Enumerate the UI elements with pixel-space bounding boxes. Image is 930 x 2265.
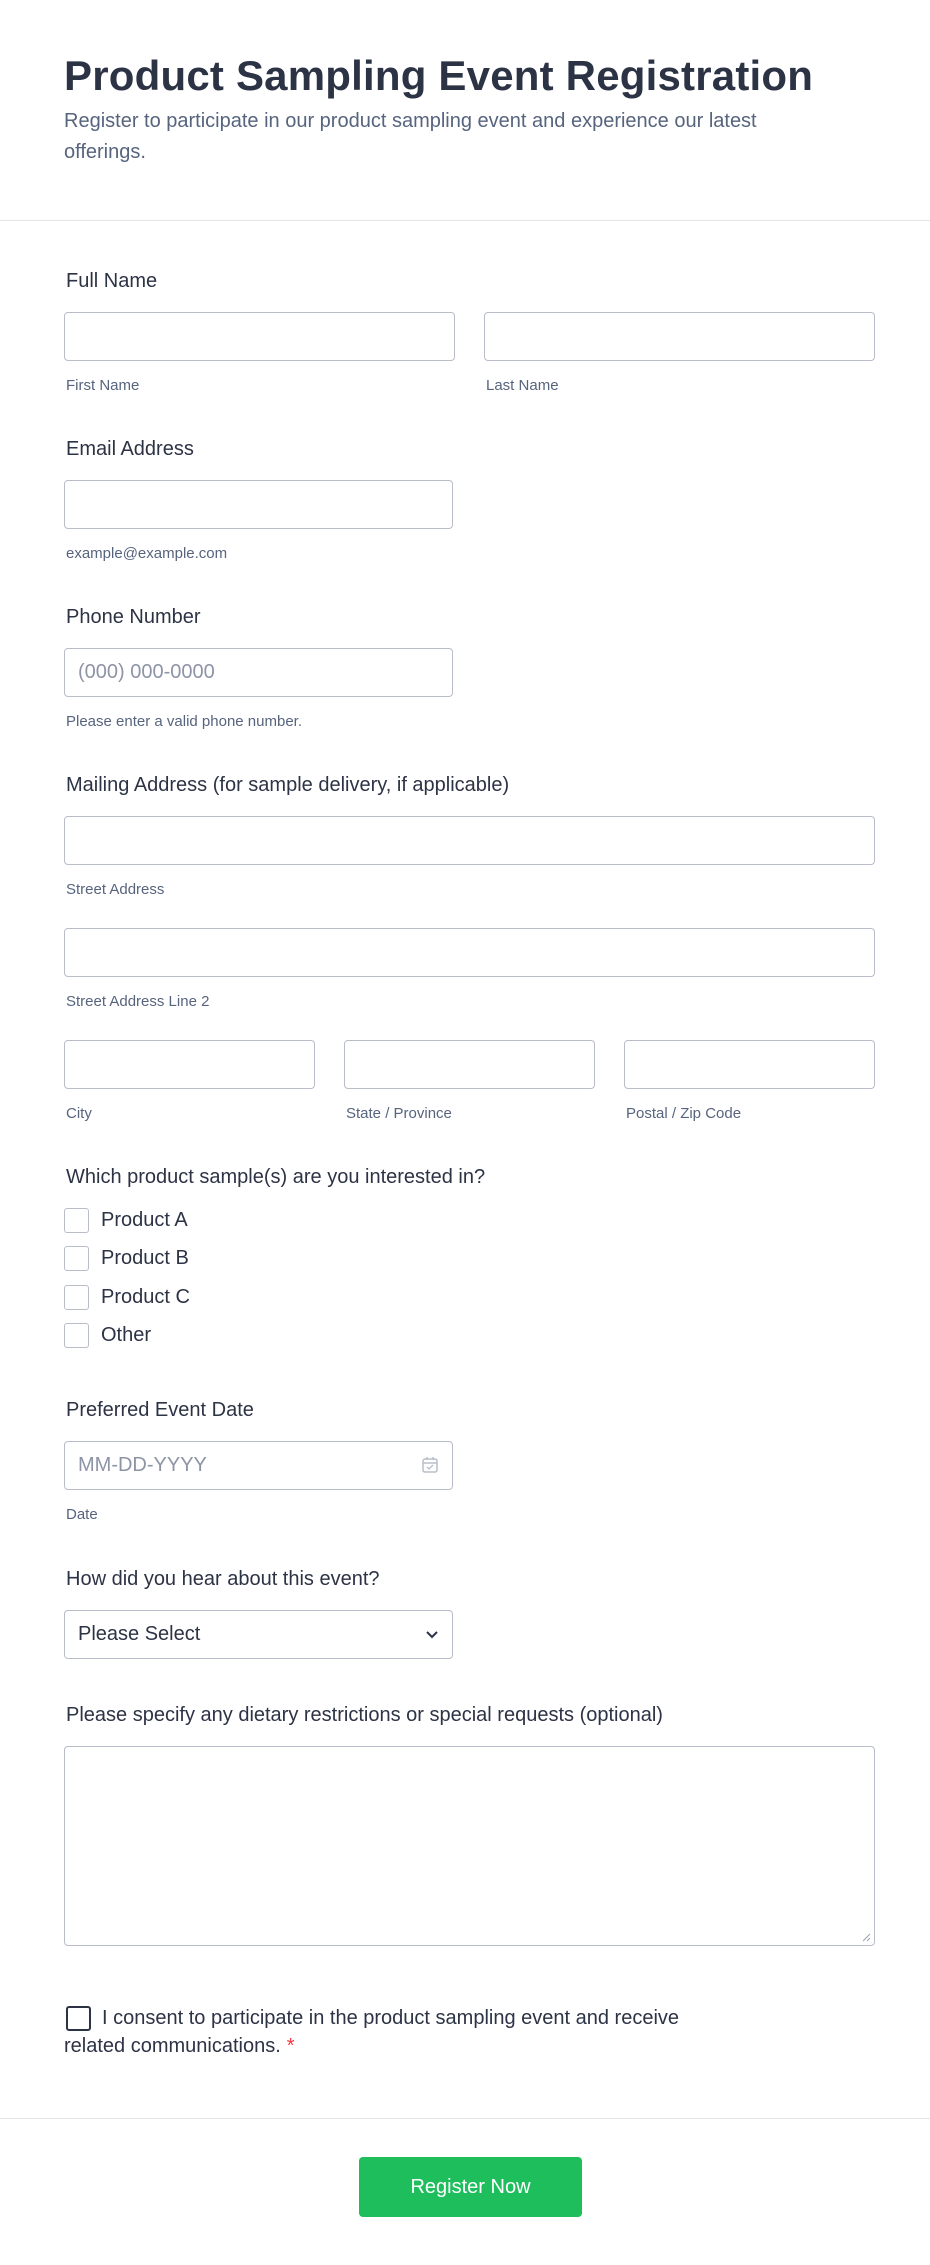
consent-label — [64, 2004, 744, 2060]
referral-select-value: Please Select — [78, 1623, 201, 1645]
zip-input[interactable] — [624, 1040, 875, 1089]
city-sublabel: City — [66, 1105, 92, 1122]
referral-label: How did you hear about this event? — [66, 1568, 380, 1590]
last-name-input[interactable] — [484, 312, 875, 361]
checkbox[interactable] — [64, 1246, 89, 1271]
phone-placeholder: (000) 000-0000 — [78, 661, 215, 683]
first-name-input[interactable] — [64, 312, 455, 361]
email-sublabel: example@example.com — [66, 545, 228, 562]
email-label: Email Address — [66, 438, 194, 460]
state-sublabel: State / Province — [346, 1105, 452, 1122]
last-name-sublabel: Last Name — [486, 377, 559, 394]
calendar-icon[interactable] — [421, 1456, 439, 1474]
register-now-button[interactable]: Register Now — [359, 2157, 582, 2217]
product-option-label: Product A — [101, 1209, 188, 1231]
phone-label: Phone Number — [66, 606, 201, 628]
required-mark: * — [286, 2035, 295, 2057]
checkbox[interactable] — [64, 1208, 89, 1233]
event-date-input[interactable] — [64, 1441, 453, 1490]
phone-sublabel: Please enter a valid phone number. — [66, 713, 302, 730]
checkbox[interactable] — [64, 1285, 89, 1310]
full-name-label: Full Name — [66, 270, 158, 292]
street-address-sublabel: Street Address — [66, 881, 165, 898]
chevron-down-icon — [424, 1627, 440, 1643]
product-option-label: Product C — [101, 1286, 190, 1308]
zip-sublabel: Postal / Zip Code — [626, 1105, 742, 1122]
product-option-label: Product B — [101, 1247, 189, 1269]
phone-input[interactable] — [64, 648, 453, 697]
address-label: Mailing Address (for sample delivery, if applicable) — [66, 774, 510, 796]
requests-textarea[interactable] — [64, 1746, 875, 1946]
city-input[interactable] — [64, 1040, 315, 1089]
form-footer — [0, 2118, 930, 2265]
first-name-sublabel: First Name — [66, 377, 140, 394]
street-address-line2-input[interactable] — [64, 928, 875, 977]
event-date-label: Preferred Event Date — [66, 1399, 254, 1421]
street-address-input[interactable] — [64, 816, 875, 865]
event-date-sublabel: Date — [66, 1506, 98, 1523]
page-subtitle: Register to participate in our product sampling event and experience our latest offerings. — [64, 110, 757, 163]
referral-select[interactable] — [64, 1610, 453, 1659]
email-input[interactable] — [64, 480, 453, 529]
requests-label: Please specify any dietary restrictions or special requests (optional) — [66, 1704, 663, 1726]
state-input[interactable] — [344, 1040, 595, 1089]
street-address-line2-sublabel: Street Address Line 2 — [66, 993, 210, 1010]
form-header — [0, 0, 930, 221]
page-title: Product Sampling Event Registration — [64, 52, 814, 99]
products-label: Which product sample(s) are you interested in? — [66, 1166, 486, 1188]
checkbox[interactable] — [64, 1323, 89, 1348]
product-option-label: Other — [101, 1324, 152, 1346]
resize-grip-icon[interactable] — [861, 1932, 871, 1942]
event-date-placeholder: MM-DD-YYYY — [78, 1454, 207, 1476]
consent-text: I consent to participate in the product sampling event and receive related communications. — [64, 2007, 680, 2057]
